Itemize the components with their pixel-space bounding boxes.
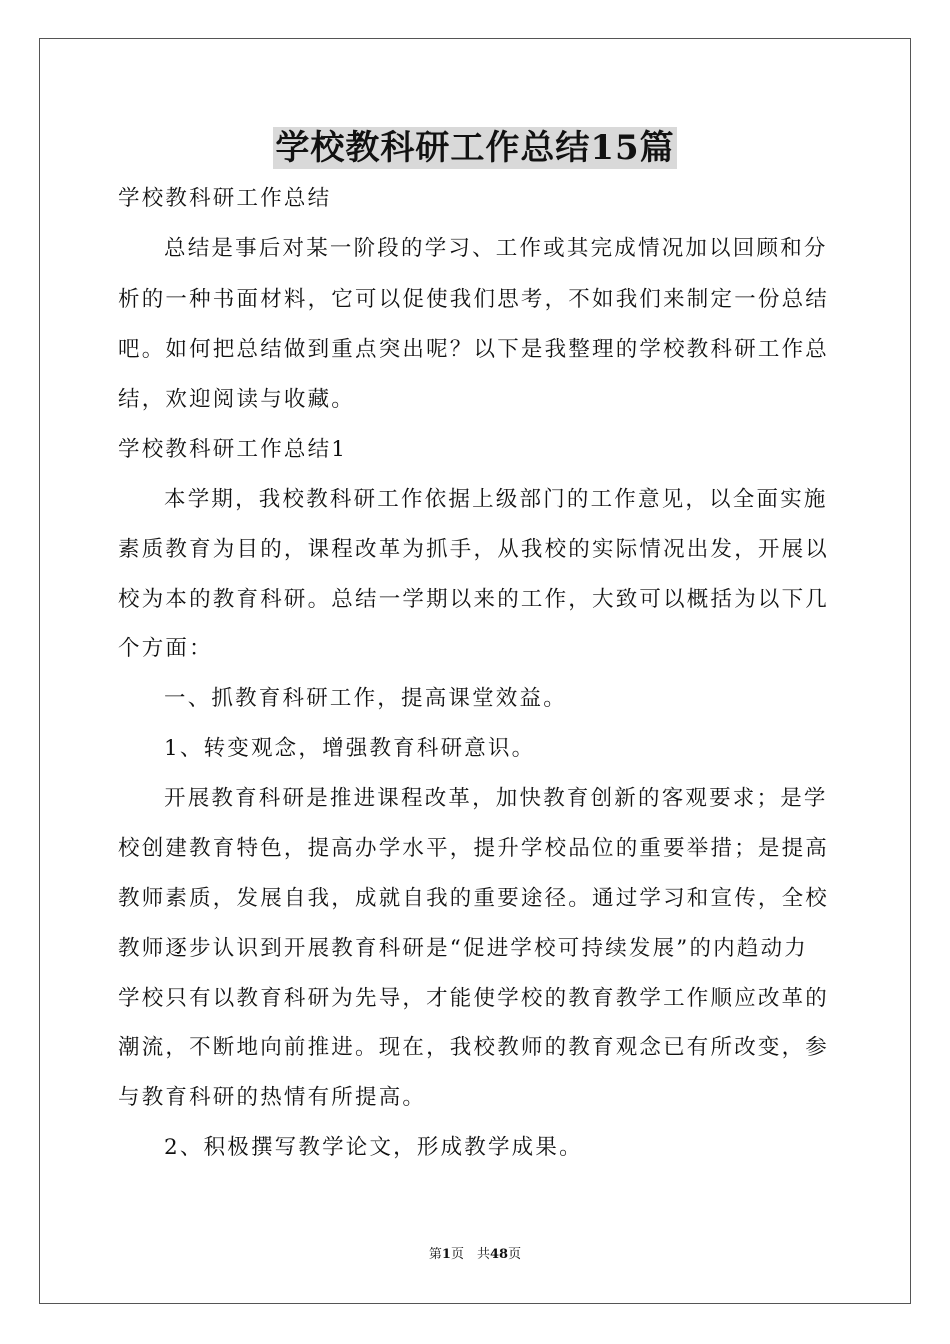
paragraph-line: 校为本的教育科研。总结一学期以来的工作，大致可以概括为以下几 <box>118 587 830 612</box>
paragraph-line: 教师逐步认识到开展教育科研是“促进学校可持续发展”的内趋动力 <box>118 936 808 961</box>
subsection-heading: 一、抓教育科研工作，提高课堂效益。 <box>164 686 567 711</box>
page-border <box>39 38 911 1304</box>
paragraph-line: 结，欢迎阅读与收藏。 <box>118 387 356 412</box>
paragraph-line: 与教育科研的热情有所提高。 <box>118 1085 427 1110</box>
footer-suffix: 页 <box>508 1247 522 1262</box>
total-pages-number: 48 <box>489 1247 509 1262</box>
paragraph-line: 校创建教育特色，提高办学水平，提升学校品位的重要举措；是提高 <box>118 836 830 861</box>
paragraph-line: 总结是事后对某一阶段的学习、工作或其完成情况加以回顾和分 <box>164 236 828 261</box>
paragraph-line: 潮流，不断地向前推进。现在，我校教师的教育观念已有所改变，参 <box>118 1035 830 1060</box>
paragraph-line: 吧。如何把总结做到重点突出呢？以下是我整理的学校教科研工作总 <box>118 337 830 362</box>
paragraph-line: 素质教育为目的，课程改革为抓手，从我校的实际情况出发，开展以 <box>118 537 830 562</box>
current-page-number: 1 <box>441 1247 451 1262</box>
title-container <box>0 127 950 169</box>
paragraph-line: 开展教育科研是推进课程改革，加快教育创新的客观要求；是学 <box>164 786 828 811</box>
paragraph-line: 学校只有以教育科研为先导，才能使学校的教育教学工作顺应改革的 <box>118 986 830 1011</box>
paragraph-line: 本学期，我校教科研工作依据上级部门的工作意见，以全面实施 <box>164 487 828 512</box>
section-heading: 学校教科研工作总结1 <box>118 437 348 462</box>
document-title: 学校教科研工作总结15篇 <box>275 128 675 168</box>
subsection-heading: 1、转变观念，增强教育科研意识。 <box>164 736 536 761</box>
footer-prefix: 第 <box>428 1247 442 1262</box>
paragraph-line: 析的一种书面材料，它可以促使我们思考，不如我们来制定一份总结 <box>118 287 830 312</box>
intro-heading: 学校教科研工作总结 <box>118 186 332 211</box>
paragraph-line: 个方面： <box>118 636 213 661</box>
paragraph-line: 教师素质，发展自我，成就自我的重要途径。通过学习和宣传，全校 <box>118 886 830 911</box>
page-footer <box>0 1246 950 1264</box>
footer-mid: 页 共 <box>450 1247 490 1262</box>
subsection-heading: 2、积极撰写教学论文，形成教学成果。 <box>164 1135 583 1160</box>
